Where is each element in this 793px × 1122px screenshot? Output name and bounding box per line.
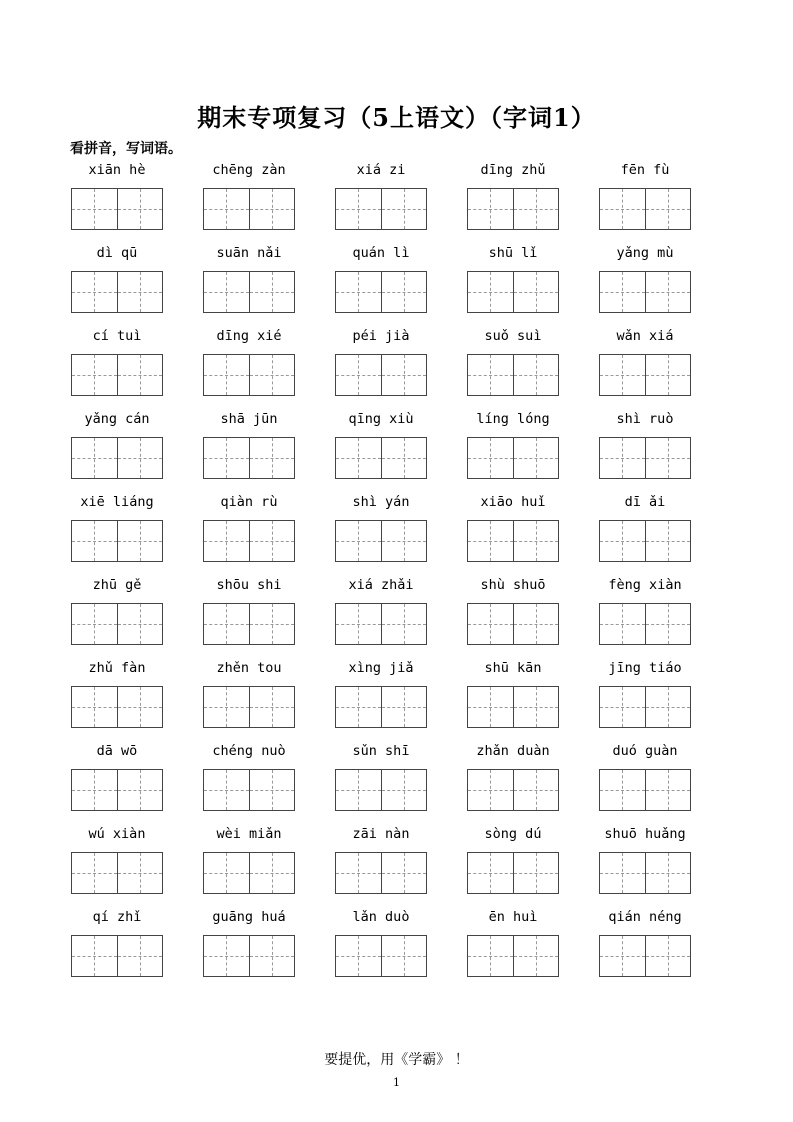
exercise-item xyxy=(70,905,202,988)
character-square xyxy=(645,936,691,976)
exercise-item xyxy=(70,739,202,822)
pinyin-label: lǎn duò xyxy=(352,909,410,925)
character-square xyxy=(72,687,117,727)
character-square xyxy=(204,604,249,644)
exercise-item xyxy=(466,407,598,490)
character-square xyxy=(336,936,381,976)
tianzige-writing-box xyxy=(599,935,691,977)
exercise-row xyxy=(70,822,730,905)
character-square xyxy=(645,189,691,229)
page-number: 1 xyxy=(393,1076,400,1089)
tianzige-writing-box xyxy=(71,520,163,562)
tianzige-writing-box xyxy=(467,188,559,230)
character-square xyxy=(381,770,427,810)
exercise-item xyxy=(202,324,334,407)
exercise-item xyxy=(202,905,334,988)
character-square xyxy=(381,604,427,644)
tianzige-writing-box xyxy=(467,852,559,894)
pinyin-label: dīng zhǔ xyxy=(480,162,546,178)
character-square xyxy=(600,853,645,893)
tianzige-writing-box xyxy=(71,437,163,479)
footer-slogan: 要提优，用《学霸》 ！ xyxy=(324,1052,469,1068)
character-square xyxy=(645,272,691,312)
exercise-row xyxy=(70,407,730,490)
exercise-item xyxy=(202,407,334,490)
pinyin-label: suǒ suì xyxy=(484,328,542,344)
character-square xyxy=(645,853,691,893)
tianzige-writing-box xyxy=(335,354,427,396)
tianzige-writing-box xyxy=(335,769,427,811)
exercise-item xyxy=(202,656,334,739)
exercise-item xyxy=(202,822,334,905)
exercise-item xyxy=(466,241,598,324)
exercise-item xyxy=(70,241,202,324)
character-square xyxy=(204,189,249,229)
character-square xyxy=(381,521,427,561)
character-square xyxy=(468,687,513,727)
character-square xyxy=(72,189,117,229)
character-square xyxy=(600,521,645,561)
pinyin-label: xiá zi xyxy=(356,162,406,178)
character-square xyxy=(336,355,381,395)
pinyin-label: qí zhǐ xyxy=(92,909,142,925)
tianzige-writing-box xyxy=(467,769,559,811)
character-square xyxy=(513,438,559,478)
exercise-item xyxy=(466,656,598,739)
pinyin-label: shì ruò xyxy=(616,411,674,427)
character-square xyxy=(336,272,381,312)
tianzige-writing-box xyxy=(467,520,559,562)
tianzige-writing-box xyxy=(467,271,559,313)
exercise-item xyxy=(202,573,334,656)
character-square xyxy=(645,604,691,644)
pinyin-label: ēn huì xyxy=(488,909,538,925)
character-square xyxy=(249,853,295,893)
character-square xyxy=(468,936,513,976)
character-square xyxy=(600,770,645,810)
character-square xyxy=(249,521,295,561)
character-square xyxy=(600,355,645,395)
exercise-item xyxy=(70,656,202,739)
tianzige-writing-box xyxy=(335,686,427,728)
pinyin-label: dā wō xyxy=(96,743,138,759)
character-square xyxy=(117,853,163,893)
tianzige-writing-box xyxy=(335,935,427,977)
character-square xyxy=(204,853,249,893)
exercise-item xyxy=(202,158,334,241)
tianzige-writing-box xyxy=(335,603,427,645)
pinyin-label: quán lì xyxy=(352,245,410,261)
instruction-text: 看拼音，写词语。 xyxy=(70,141,182,157)
tianzige-writing-box xyxy=(203,437,295,479)
character-square xyxy=(381,438,427,478)
exercise-item xyxy=(202,490,334,573)
exercise-item xyxy=(334,158,466,241)
exercise-item xyxy=(598,241,730,324)
tianzige-writing-box xyxy=(203,603,295,645)
tianzige-writing-box xyxy=(335,852,427,894)
character-square xyxy=(204,438,249,478)
character-square xyxy=(513,853,559,893)
pinyin-label: yǎng cán xyxy=(84,411,150,427)
character-square xyxy=(336,604,381,644)
pinyin-label: dì qū xyxy=(96,245,138,261)
exercise-item xyxy=(598,822,730,905)
pinyin-label: qīng xiù xyxy=(348,411,414,427)
exercise-item xyxy=(70,490,202,573)
character-square xyxy=(513,272,559,312)
exercise-row xyxy=(70,656,730,739)
pinyin-label: líng lóng xyxy=(476,411,550,427)
tianzige-writing-box xyxy=(599,852,691,894)
exercise-item xyxy=(202,241,334,324)
character-square xyxy=(204,355,249,395)
pinyin-label: chēng zàn xyxy=(212,162,286,178)
tianzige-writing-box xyxy=(467,686,559,728)
character-square xyxy=(513,521,559,561)
pinyin-label: duó guàn xyxy=(612,743,678,759)
character-square xyxy=(72,853,117,893)
tianzige-writing-box xyxy=(467,437,559,479)
exercise-row xyxy=(70,573,730,656)
pinyin-label: shì yán xyxy=(352,494,410,510)
character-square xyxy=(468,272,513,312)
tianzige-writing-box xyxy=(203,271,295,313)
exercise-item xyxy=(466,158,598,241)
pinyin-label: zhǔ fàn xyxy=(88,660,146,676)
tianzige-writing-box xyxy=(599,354,691,396)
exercise-item xyxy=(598,739,730,822)
exercise-item xyxy=(334,490,466,573)
character-square xyxy=(600,189,645,229)
tianzige-writing-box xyxy=(203,354,295,396)
tianzige-writing-box xyxy=(335,271,427,313)
pinyin-label: zhǎn duàn xyxy=(476,743,550,759)
tianzige-writing-box xyxy=(599,271,691,313)
character-square xyxy=(336,770,381,810)
character-square xyxy=(117,770,163,810)
exercise-item xyxy=(598,158,730,241)
exercise-item xyxy=(598,490,730,573)
character-square xyxy=(72,770,117,810)
character-square xyxy=(600,438,645,478)
character-square xyxy=(381,189,427,229)
tianzige-writing-box xyxy=(599,686,691,728)
character-square xyxy=(645,355,691,395)
character-square xyxy=(336,521,381,561)
tianzige-writing-box xyxy=(71,935,163,977)
exercise-item xyxy=(466,822,598,905)
exercise-item xyxy=(466,573,598,656)
page-title: 期末专项复习（5上语文）（字词1） xyxy=(197,103,596,132)
character-square xyxy=(468,189,513,229)
pinyin-exercise-grid xyxy=(70,158,730,988)
character-square xyxy=(204,770,249,810)
pinyin-label: cí tuì xyxy=(92,328,142,344)
character-square xyxy=(513,687,559,727)
character-square xyxy=(468,521,513,561)
pinyin-label: fēn fù xyxy=(620,162,670,178)
pinyin-label: shuō huǎng xyxy=(604,826,686,842)
tianzige-writing-box xyxy=(71,354,163,396)
exercise-item xyxy=(334,407,466,490)
character-square xyxy=(468,355,513,395)
character-square xyxy=(600,936,645,976)
pinyin-label: zhū gě xyxy=(92,577,142,593)
pinyin-label: shā jūn xyxy=(220,411,278,427)
character-square xyxy=(381,687,427,727)
character-square xyxy=(204,687,249,727)
exercise-item xyxy=(598,905,730,988)
character-square xyxy=(249,355,295,395)
exercise-row xyxy=(70,490,730,573)
character-square xyxy=(72,604,117,644)
character-square xyxy=(513,355,559,395)
character-square xyxy=(513,604,559,644)
exercise-item xyxy=(70,573,202,656)
character-square xyxy=(336,438,381,478)
pinyin-label: xiá zhǎi xyxy=(348,577,414,593)
exercise-item xyxy=(466,905,598,988)
character-square xyxy=(249,936,295,976)
tianzige-writing-box xyxy=(71,769,163,811)
character-square xyxy=(117,604,163,644)
pinyin-label: chéng nuò xyxy=(212,743,286,759)
pinyin-label: wú xiàn xyxy=(88,826,146,842)
character-square xyxy=(117,521,163,561)
tianzige-writing-box xyxy=(599,437,691,479)
character-square xyxy=(381,853,427,893)
pinyin-label: xiē liáng xyxy=(80,494,154,510)
exercise-item xyxy=(334,573,466,656)
tianzige-writing-box xyxy=(335,437,427,479)
exercise-item xyxy=(334,905,466,988)
exercise-item xyxy=(334,324,466,407)
pinyin-label: guāng huá xyxy=(212,909,286,925)
pinyin-label: qián néng xyxy=(608,909,682,925)
exercise-item xyxy=(598,407,730,490)
character-square xyxy=(204,936,249,976)
character-square xyxy=(336,853,381,893)
character-square xyxy=(117,355,163,395)
tianzige-writing-box xyxy=(203,852,295,894)
exercise-row xyxy=(70,241,730,324)
pinyin-label: qiàn rù xyxy=(220,494,278,510)
tianzige-writing-box xyxy=(71,852,163,894)
character-square xyxy=(381,272,427,312)
tianzige-writing-box xyxy=(599,603,691,645)
pinyin-label: shōu shi xyxy=(216,577,282,593)
tianzige-writing-box xyxy=(203,188,295,230)
character-square xyxy=(249,438,295,478)
character-square xyxy=(72,521,117,561)
character-square xyxy=(204,521,249,561)
character-square xyxy=(645,438,691,478)
pinyin-label: suān nǎi xyxy=(216,245,282,261)
tianzige-writing-box xyxy=(203,935,295,977)
exercise-row xyxy=(70,324,730,407)
pinyin-label: shū lǐ xyxy=(488,245,538,261)
pinyin-label: sòng dú xyxy=(484,826,542,842)
pinyin-label: xiāo huǐ xyxy=(480,494,546,510)
exercise-item xyxy=(70,158,202,241)
character-square xyxy=(204,272,249,312)
exercise-item xyxy=(598,656,730,739)
character-square xyxy=(336,189,381,229)
exercise-item xyxy=(70,324,202,407)
exercise-item xyxy=(466,324,598,407)
tianzige-writing-box xyxy=(71,271,163,313)
tianzige-writing-box xyxy=(467,603,559,645)
character-square xyxy=(249,189,295,229)
tianzige-writing-box xyxy=(71,188,163,230)
pinyin-label: shū kān xyxy=(484,660,542,676)
character-square xyxy=(468,770,513,810)
character-square xyxy=(72,272,117,312)
exercise-item xyxy=(202,739,334,822)
tianzige-writing-box xyxy=(71,686,163,728)
character-square xyxy=(513,189,559,229)
character-square xyxy=(513,770,559,810)
character-square xyxy=(117,272,163,312)
pinyin-label: dī ǎi xyxy=(624,494,666,510)
character-square xyxy=(600,604,645,644)
pinyin-label: xiān hè xyxy=(88,162,146,178)
tianzige-writing-box xyxy=(335,188,427,230)
character-square xyxy=(72,936,117,976)
tianzige-writing-box xyxy=(599,188,691,230)
character-square xyxy=(513,936,559,976)
pinyin-label: zāi nàn xyxy=(352,826,410,842)
character-square xyxy=(117,936,163,976)
pinyin-label: wèi miǎn xyxy=(216,826,282,842)
exercise-item xyxy=(334,656,466,739)
character-square xyxy=(117,687,163,727)
pinyin-label: yǎng mù xyxy=(616,245,674,261)
character-square xyxy=(336,687,381,727)
exercise-item xyxy=(598,573,730,656)
tianzige-writing-box xyxy=(467,935,559,977)
tianzige-writing-box xyxy=(335,520,427,562)
exercise-row xyxy=(70,739,730,822)
character-square xyxy=(645,770,691,810)
pinyin-label: xìng jiǎ xyxy=(348,660,414,676)
exercise-item xyxy=(334,822,466,905)
pinyin-label: fèng xiàn xyxy=(608,577,682,593)
exercise-item xyxy=(466,490,598,573)
character-square xyxy=(249,687,295,727)
pinyin-label: péi jià xyxy=(352,328,410,344)
character-square xyxy=(249,272,295,312)
exercise-row xyxy=(70,158,730,241)
pinyin-label: jīng tiáo xyxy=(608,660,682,676)
exercise-item xyxy=(70,822,202,905)
pinyin-label: shù shuō xyxy=(480,577,546,593)
character-square xyxy=(645,687,691,727)
exercise-item xyxy=(466,739,598,822)
exercise-item xyxy=(598,324,730,407)
character-square xyxy=(117,438,163,478)
character-square xyxy=(381,936,427,976)
tianzige-writing-box xyxy=(71,603,163,645)
pinyin-label: dīng xié xyxy=(216,328,282,344)
character-square xyxy=(468,438,513,478)
exercise-row xyxy=(70,905,730,988)
character-square xyxy=(72,355,117,395)
character-square xyxy=(645,521,691,561)
character-square xyxy=(72,438,117,478)
pinyin-label: zhěn tou xyxy=(216,660,282,676)
character-square xyxy=(117,189,163,229)
tianzige-writing-box xyxy=(203,686,295,728)
character-square xyxy=(600,687,645,727)
tianzige-writing-box xyxy=(203,520,295,562)
tianzige-writing-box xyxy=(599,520,691,562)
character-square xyxy=(600,272,645,312)
character-square xyxy=(468,604,513,644)
exercise-item xyxy=(334,739,466,822)
exercise-item xyxy=(70,407,202,490)
character-square xyxy=(249,770,295,810)
tianzige-writing-box xyxy=(467,354,559,396)
tianzige-writing-box xyxy=(203,769,295,811)
character-square xyxy=(381,355,427,395)
character-square xyxy=(249,604,295,644)
exercise-item xyxy=(334,241,466,324)
pinyin-label: wǎn xiá xyxy=(616,328,674,344)
pinyin-label: sǔn shī xyxy=(352,743,410,759)
character-square xyxy=(468,853,513,893)
tianzige-writing-box xyxy=(599,769,691,811)
